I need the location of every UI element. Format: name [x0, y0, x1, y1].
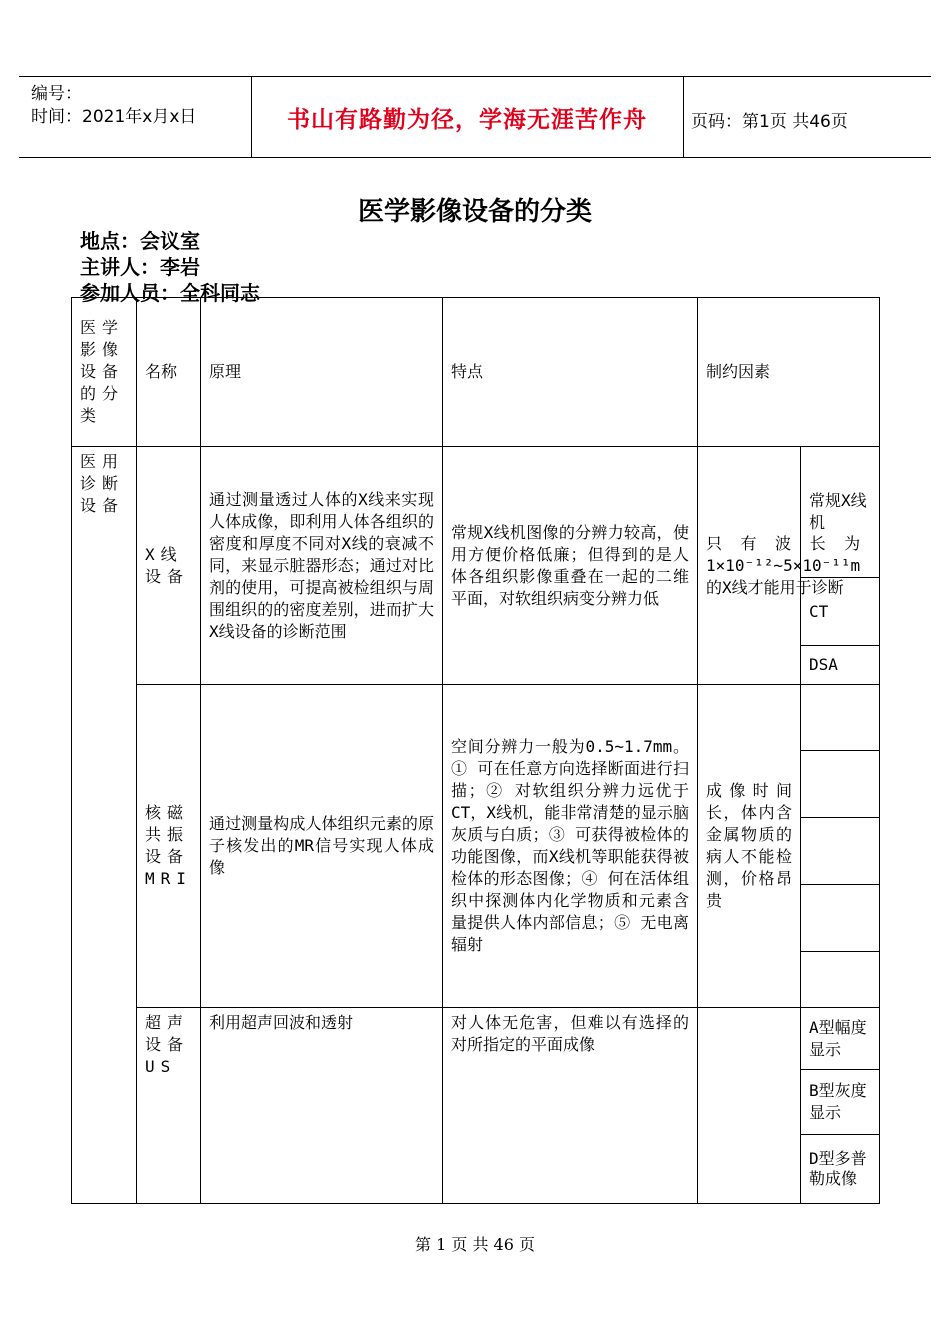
type-us-doppler: D型多普勒成像 [800, 1134, 880, 1204]
type-mri-empty [800, 817, 880, 885]
row-constraints-us [697, 1007, 801, 1204]
header-left [31, 83, 196, 129]
row-name-xray: X线设备 [136, 446, 201, 685]
type-mri-empty [800, 750, 880, 818]
page-header [19, 76, 931, 158]
doc-time-label: 时间：2021年x月x日 [31, 107, 197, 127]
type-us-b-mode: B型灰度显示 [800, 1069, 880, 1135]
group-medical-diagnostic: 医用诊断设备 [71, 446, 137, 1204]
row-principle-xray: 通过测量透过人体的X线来实现人体成像，即利用人体各组织的密度和厚度不同对X线的衰减不同，来显示脏器形态；通过对比剂的使用，可提高被检组织与周围组织的的密度差别，进而扩大X线设备的诊断范围 [200, 446, 443, 685]
row-name-us: 超声设备US [136, 1007, 201, 1204]
header-principle: 原理 [200, 297, 443, 447]
type-mri-empty [800, 884, 880, 952]
header-name: 名称 [136, 297, 201, 447]
type-mri-empty [800, 684, 880, 751]
type-us-a-mode: A型幅度显示 [800, 1007, 880, 1070]
page-footer: 第 1 页 共 46 页 [415, 1235, 535, 1254]
row-principle-mri: 通过测量构成人体组织元素的原子核发出的MR信号实现人体成像 [200, 684, 443, 1008]
meeting-speaker: 主讲人：李岩 [80, 255, 200, 279]
type-xray-dsa: DSA [800, 645, 880, 685]
header-motto: 书山有路勤为径，学海无涯苦作舟 [287, 107, 647, 133]
header-features: 特点 [442, 297, 698, 447]
row-features-mri: 空间分辨力一般为0.5~1.7mm。① 可在任意方向选择断面进行扫描；② 对软组织分辨力远优于CT，X线机，能非常清楚的显示脑灰质与白质；③ 可获得被检体的功能图像，而X线机等职能获得被检体的形态图像；④ 何在活体组织中探测体内化学物质和元素含量提供人体内部信息；⑤ 无电离辐射 [442, 684, 698, 1008]
type-xray-ct: CT [800, 577, 880, 646]
page-title: 医学影像设备的分类 [357, 197, 592, 227]
row-principle-us: 利用超声回波和透射 [200, 1007, 443, 1204]
meeting-location: 地点：会议室 [80, 229, 200, 253]
row-constraints-mri: 成像时间长，体内含金属物质的病人不能检测，价格昂贵 [697, 684, 801, 1008]
header-constraints: 制约因素 [697, 297, 880, 447]
row-features-us: 对人体无危害，但难以有选择的对所指定的平面成像 [442, 1007, 698, 1204]
header-divider [683, 77, 684, 157]
header-page-label: 页码：第1页 共46页 [691, 112, 848, 132]
row-constraints-xray: 只有波长为 1×10⁻¹²~5×10⁻¹¹m的X线才能用于诊断 [697, 446, 801, 685]
row-name-mri: 核磁共振设备MRI [136, 684, 201, 1008]
type-mri-empty [800, 951, 880, 1008]
meeting-attendees: 参加人员：全科同志 [80, 281, 260, 305]
header-category: 医学影像设备的分类 [71, 297, 137, 447]
type-xray-conventional: 常规X线机 [800, 446, 880, 578]
doc-number-label: 编号： [31, 84, 82, 104]
row-features-xray: 常规X线机图像的分辨力较高，使用方便价格低廉；但得到的是人体各组织影像重叠在一起的二维平面，对软组织病变分辨力低 [442, 446, 698, 685]
